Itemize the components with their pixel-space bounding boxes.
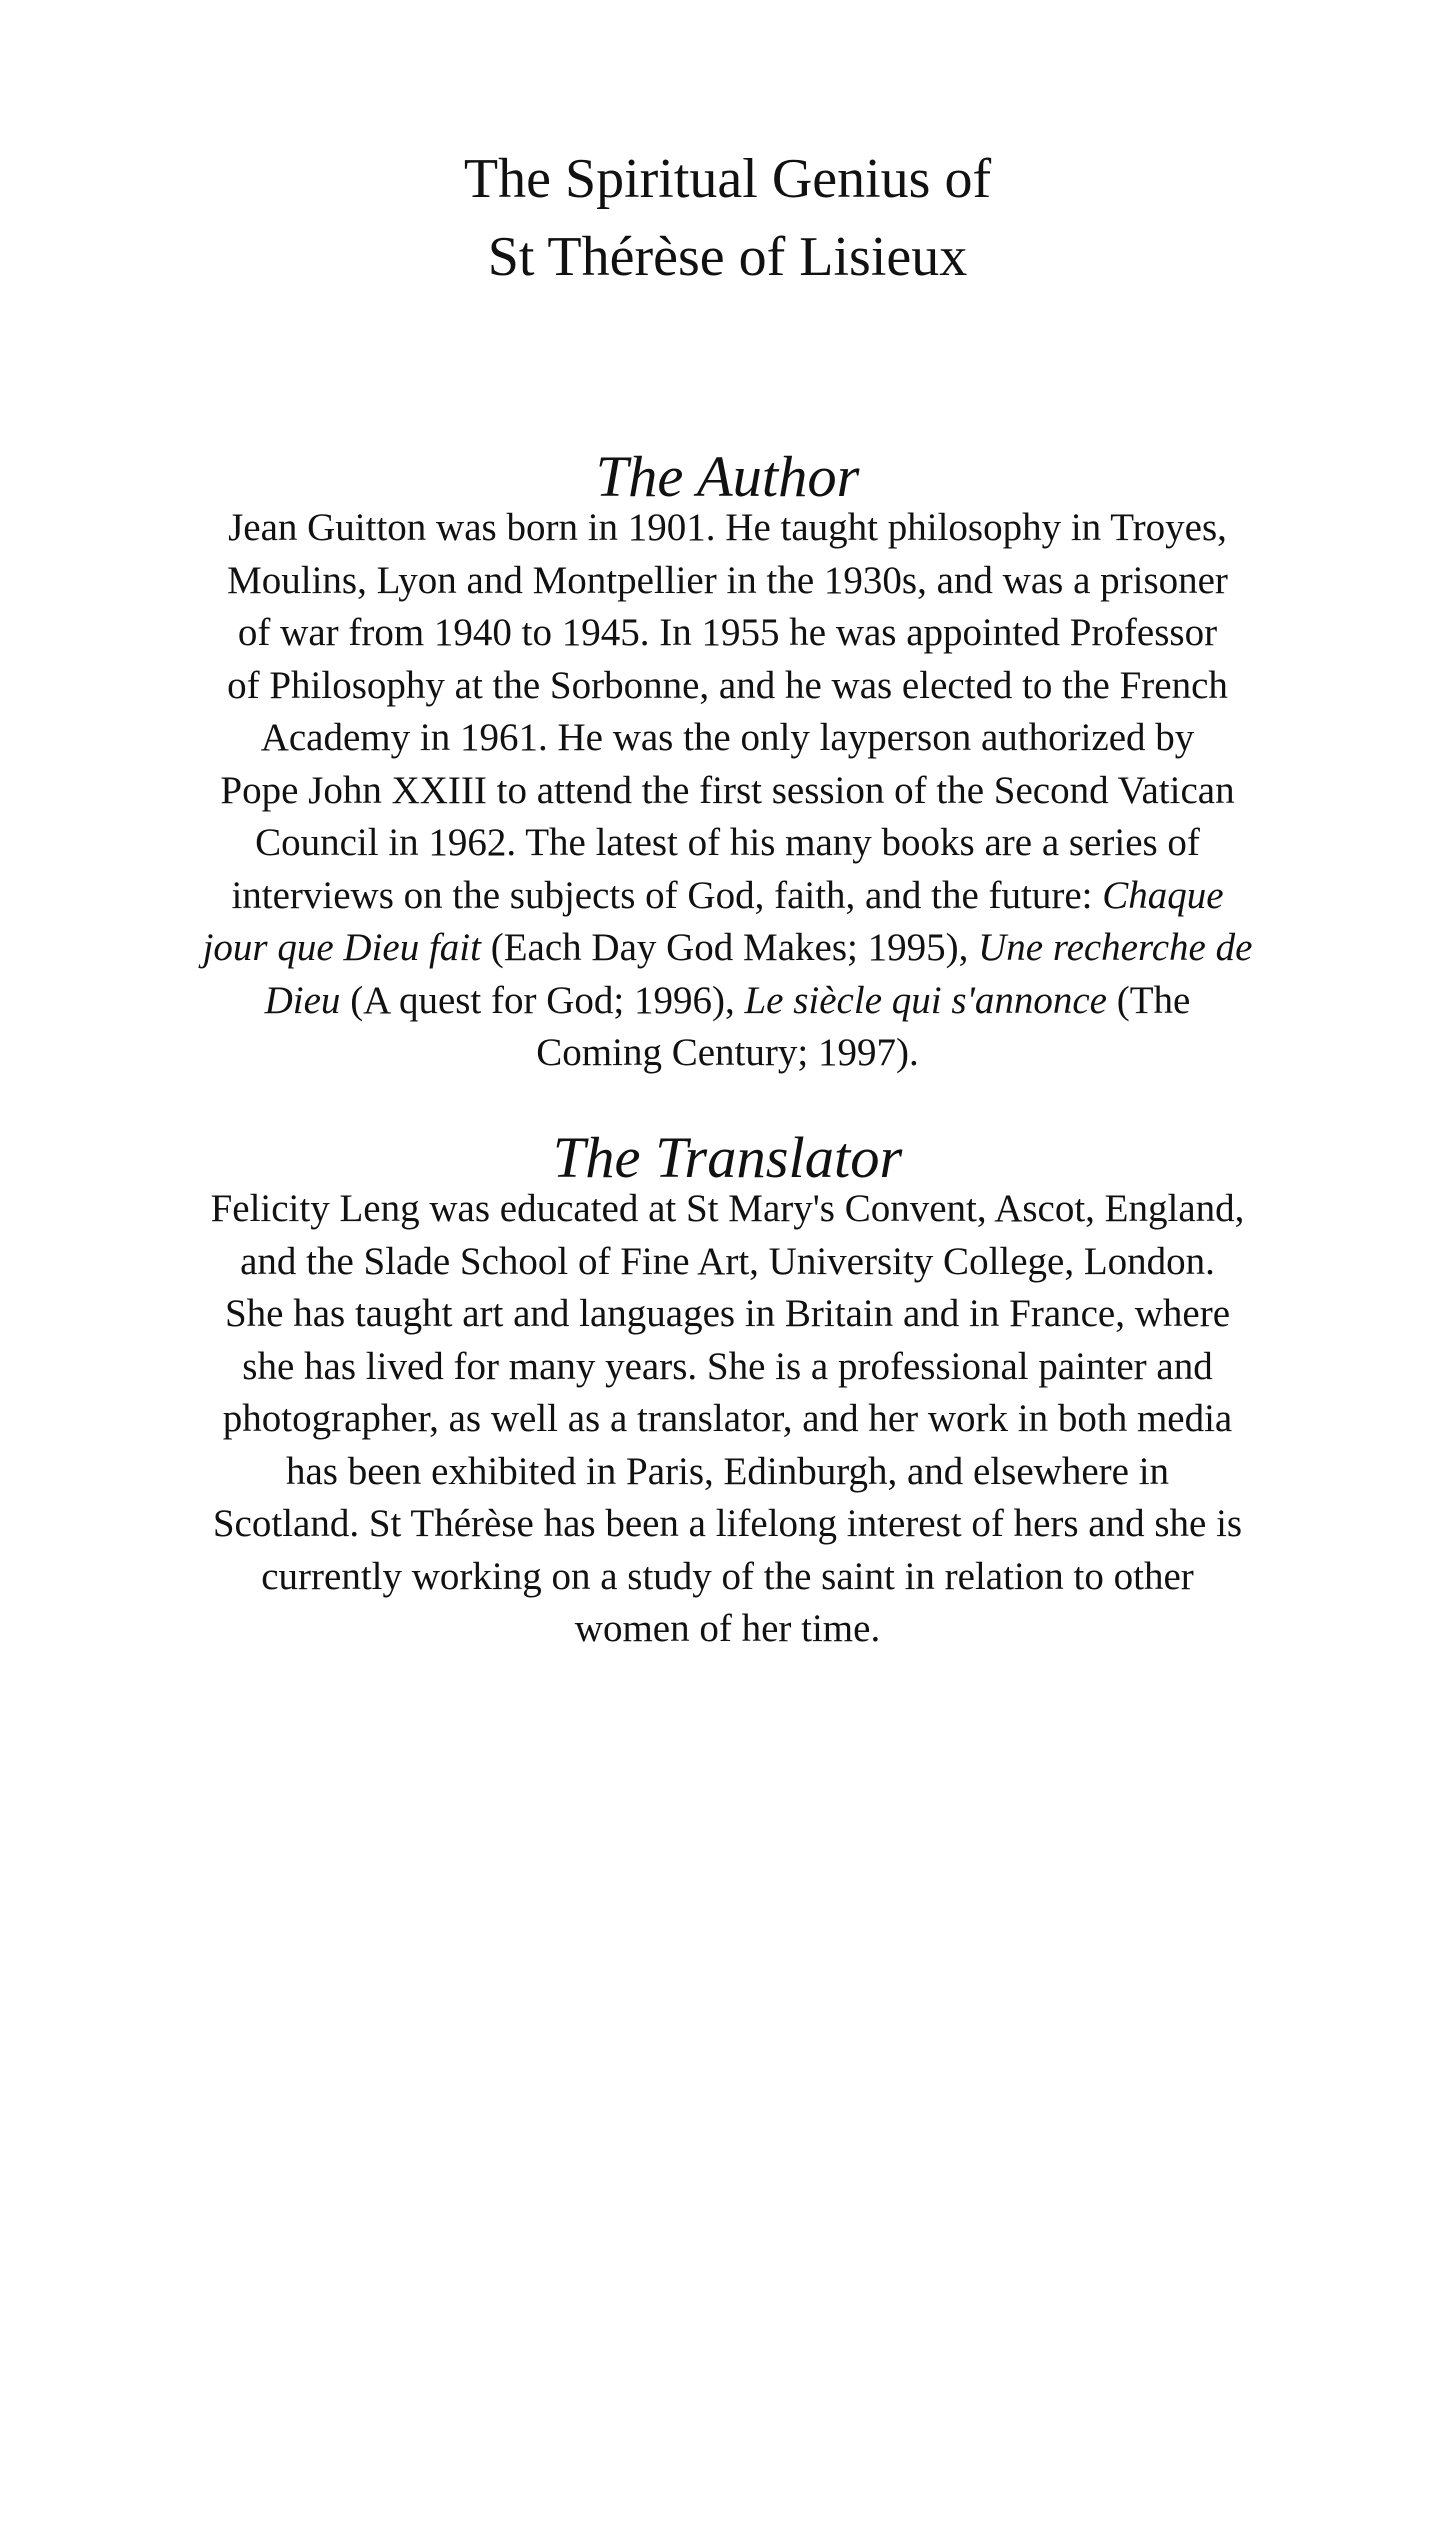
text-line: [140, 1551, 1315, 1604]
text-line: [140, 870, 1315, 923]
body-text: Council in 1962. The latest of his many books are a series of: [255, 821, 1200, 864]
title-line-2: St Thérèse of Lisieux: [487, 226, 968, 288]
body-text: (Each Day God Makes; 1995),: [480, 926, 979, 969]
body-text: she has lived for many years. She is a professional painter and: [242, 1344, 1213, 1388]
text-line: [140, 1341, 1315, 1394]
author-heading: The Author: [595, 444, 860, 509]
text-line: [140, 975, 1315, 1028]
translator-heading: The Translator: [552, 1125, 903, 1190]
text-line: [140, 502, 1315, 555]
text-line: [140, 1027, 1315, 1080]
title-line-1: The Spiritual Genius of: [463, 148, 992, 210]
translator-section: [140, 1125, 1315, 1656]
translator-bio: [140, 1183, 1315, 1656]
body-text: women of her time.: [574, 1607, 881, 1650]
text-line: [140, 1498, 1315, 1551]
body-text: currently working on a study of the saint in relation to other: [261, 1554, 1194, 1598]
text-line: [140, 817, 1315, 870]
text-line: [140, 1236, 1315, 1289]
body-text: (The: [1107, 978, 1191, 1022]
text-line: [140, 712, 1315, 765]
body-text: Academy in 1961. He was the only layperson authorized by: [260, 716, 1195, 759]
text-line: [140, 1446, 1315, 1499]
body-text: Jean Guitton was born in 1901. He taught philosophy in Troyes,: [228, 506, 1227, 549]
body-text: has been exhibited in Paris, Edinburgh, and elsewhere in: [285, 1449, 1170, 1493]
author-section: [140, 444, 1315, 1080]
text-line: [140, 1603, 1315, 1656]
body-text: photographer, as well as a translator, and her work in both media: [222, 1397, 1233, 1440]
text-line: [140, 765, 1315, 818]
body-text: Scotland. St Thérèse has been a lifelong interest of hers and she is: [212, 1502, 1243, 1545]
text-line: [140, 1183, 1315, 1236]
body-text: Coming Century; 1997).: [536, 1031, 919, 1074]
text-line: [140, 922, 1315, 975]
body-text: (A quest for God; 1996),: [340, 978, 745, 1022]
body-text: Felicity Leng was educated at St Mary's Convent, Ascot, England,: [210, 1187, 1245, 1230]
body-text: She has taught art and languages in Britain and in France, where: [224, 1292, 1231, 1335]
page-title: [0, 140, 1455, 296]
body-text: Moulins, Lyon and Montpellier in the 1930s, and was a prisoner: [227, 558, 1228, 602]
text-line: [140, 555, 1315, 608]
body-text: of war from 1940 to 1945. In 1955 he was appointed Professor: [237, 611, 1218, 654]
italic-title-text: jour que Dieu fait: [202, 926, 481, 969]
text-line: [140, 660, 1315, 713]
body-text: and the Slade School of Fine Art, University College, London.: [240, 1239, 1215, 1283]
body-text: Pope John XXIII to attend the first session of the Second Vatican: [220, 768, 1235, 812]
author-bio: [140, 502, 1315, 1080]
text-line: [140, 607, 1315, 660]
italic-title-text: Chaque: [1102, 873, 1224, 917]
italic-title-text: Une recherche de: [978, 926, 1253, 969]
text-line: [140, 1288, 1315, 1341]
body-text: of Philosophy at the Sorbonne, and he was elected to the French: [227, 663, 1228, 707]
text-line: [140, 1393, 1315, 1446]
italic-title-text: Dieu: [264, 978, 341, 1022]
italic-title-text: Le siècle qui s'annonce: [744, 978, 1107, 1022]
body-text: interviews on the subjects of God, faith, and the future:: [231, 873, 1103, 917]
